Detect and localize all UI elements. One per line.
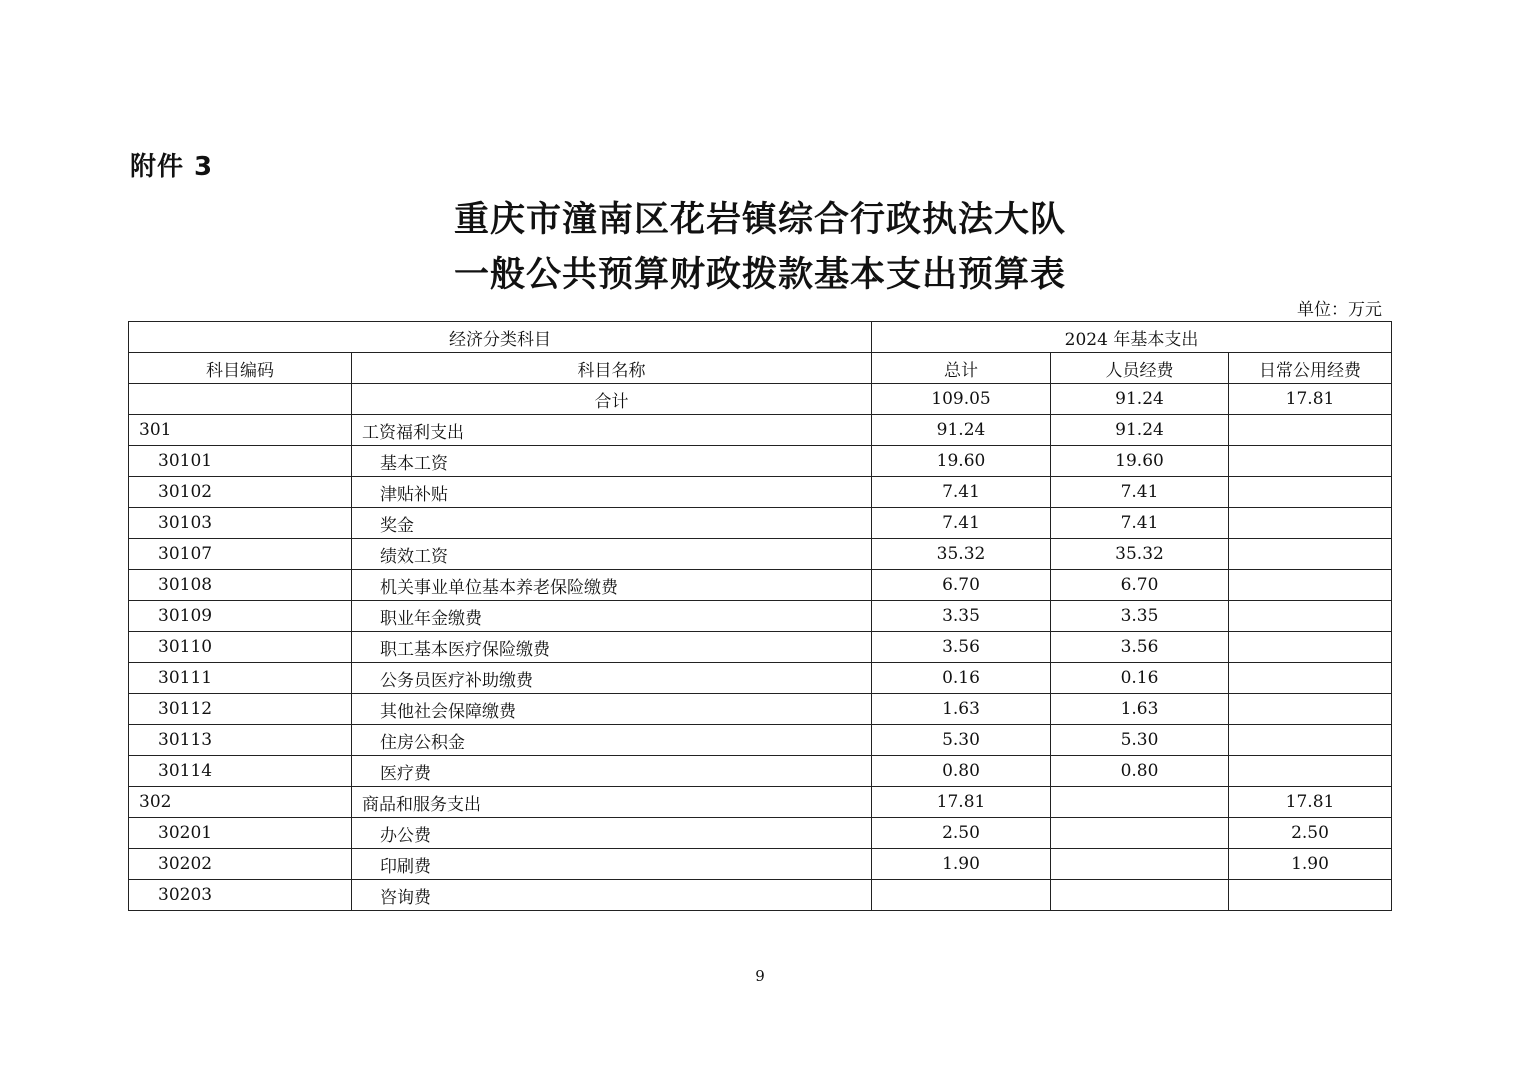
attachment-label: 附件 3 [130, 152, 214, 182]
cell-personnel: 35.32 [1051, 539, 1229, 570]
cell-name: 绩效工资 [352, 539, 872, 570]
total-row-code [129, 384, 352, 415]
cell-code: 302 [129, 787, 352, 818]
table-row [129, 756, 1392, 787]
cell-code: 30101 [129, 446, 352, 477]
cell-public: 17.81 [1229, 787, 1392, 818]
total-row-personnel: 91.24 [1051, 384, 1229, 415]
table-row [129, 849, 1392, 880]
document-title-line-2: 一般公共预算财政拨款基本支出预算表 [453, 254, 1066, 295]
cell-public [1229, 880, 1392, 911]
table-row [129, 632, 1392, 663]
cell-total: 91.24 [872, 415, 1051, 446]
unit-label: 单位：万元 [1297, 300, 1382, 320]
cell-code: 30108 [129, 570, 352, 601]
table-row [129, 787, 1392, 818]
cell-personnel: 1.63 [1051, 694, 1229, 725]
cell-total: 2.50 [872, 818, 1051, 849]
table-row [129, 570, 1392, 601]
cell-public [1229, 570, 1392, 601]
total-row-name: 合计 [352, 384, 872, 415]
table-row [129, 725, 1392, 756]
cell-code: 30112 [129, 694, 352, 725]
column-header-name: 科目名称 [352, 353, 872, 384]
cell-code: 30202 [129, 849, 352, 880]
column-header-personnel: 人员经费 [1051, 353, 1229, 384]
cell-total: 1.90 [872, 849, 1051, 880]
cell-total: 5.30 [872, 725, 1051, 756]
cell-name: 职业年金缴费 [352, 601, 872, 632]
cell-personnel: 19.60 [1051, 446, 1229, 477]
table-total-row [129, 384, 1392, 415]
cell-personnel [1051, 818, 1229, 849]
cell-public [1229, 477, 1392, 508]
cell-total: 1.63 [872, 694, 1051, 725]
cell-name: 公务员医疗补助缴费 [352, 663, 872, 694]
budget-table [128, 321, 1392, 911]
cell-personnel: 3.35 [1051, 601, 1229, 632]
cell-name: 住房公积金 [352, 725, 872, 756]
cell-personnel: 3.56 [1051, 632, 1229, 663]
group-header-basic-expenditure: 2024 年基本支出 [872, 322, 1392, 353]
cell-name: 津贴补贴 [352, 477, 872, 508]
cell-total: 19.60 [872, 446, 1051, 477]
table-row [129, 539, 1392, 570]
cell-total: 7.41 [872, 477, 1051, 508]
cell-personnel [1051, 880, 1229, 911]
cell-code: 30109 [129, 601, 352, 632]
cell-public [1229, 539, 1392, 570]
cell-name: 奖金 [352, 508, 872, 539]
cell-public [1229, 508, 1392, 539]
cell-total: 3.35 [872, 601, 1051, 632]
cell-name: 咨询费 [352, 880, 872, 911]
cell-public [1229, 601, 1392, 632]
cell-personnel [1051, 849, 1229, 880]
cell-personnel: 91.24 [1051, 415, 1229, 446]
table-row [129, 446, 1392, 477]
table-row [129, 818, 1392, 849]
cell-code: 301 [129, 415, 352, 446]
cell-name: 机关事业单位基本养老保险缴费 [352, 570, 872, 601]
cell-code: 30107 [129, 539, 352, 570]
table-row [129, 508, 1392, 539]
column-header-total: 总计 [872, 353, 1051, 384]
column-header-public: 日常公用经费 [1229, 353, 1392, 384]
table-row [129, 880, 1392, 911]
table-row [129, 477, 1392, 508]
cell-total: 3.56 [872, 632, 1051, 663]
cell-code: 30201 [129, 818, 352, 849]
cell-personnel: 0.16 [1051, 663, 1229, 694]
cell-name: 印刷费 [352, 849, 872, 880]
table-row [129, 663, 1392, 694]
cell-personnel: 7.41 [1051, 477, 1229, 508]
cell-personnel: 6.70 [1051, 570, 1229, 601]
cell-total: 0.80 [872, 756, 1051, 787]
cell-name: 工资福利支出 [352, 415, 872, 446]
cell-personnel: 5.30 [1051, 725, 1229, 756]
cell-name: 基本工资 [352, 446, 872, 477]
cell-personnel: 7.41 [1051, 508, 1229, 539]
cell-name: 职工基本医疗保险缴费 [352, 632, 872, 663]
cell-personnel [1051, 787, 1229, 818]
cell-personnel: 0.80 [1051, 756, 1229, 787]
cell-name: 医疗费 [352, 756, 872, 787]
table-column-header-row [129, 353, 1392, 384]
cell-code: 30111 [129, 663, 352, 694]
cell-total: 6.70 [872, 570, 1051, 601]
column-header-code: 科目编码 [129, 353, 352, 384]
cell-name: 其他社会保障缴费 [352, 694, 872, 725]
cell-public [1229, 446, 1392, 477]
cell-total [872, 880, 1051, 911]
cell-public [1229, 694, 1392, 725]
cell-public [1229, 415, 1392, 446]
cell-code: 30110 [129, 632, 352, 663]
cell-public [1229, 663, 1392, 694]
table-row [129, 415, 1392, 446]
cell-total: 35.32 [872, 539, 1051, 570]
cell-public [1229, 756, 1392, 787]
cell-code: 30203 [129, 880, 352, 911]
table-row [129, 694, 1392, 725]
cell-code: 30114 [129, 756, 352, 787]
group-header-economic-category: 经济分类科目 [129, 322, 872, 353]
page-number: 9 [755, 967, 765, 985]
cell-code: 30103 [129, 508, 352, 539]
cell-public [1229, 725, 1392, 756]
total-row-total: 109.05 [872, 384, 1051, 415]
table-group-header-row [129, 322, 1392, 353]
cell-code: 30102 [129, 477, 352, 508]
cell-public [1229, 632, 1392, 663]
cell-total: 0.16 [872, 663, 1051, 694]
cell-public: 2.50 [1229, 818, 1392, 849]
cell-name: 办公费 [352, 818, 872, 849]
cell-total: 7.41 [872, 508, 1051, 539]
cell-public: 1.90 [1229, 849, 1392, 880]
cell-name: 商品和服务支出 [352, 787, 872, 818]
document-title-line-1: 重庆市潼南区花岩镇综合行政执法大队 [453, 199, 1066, 240]
cell-total: 17.81 [872, 787, 1051, 818]
cell-code: 30113 [129, 725, 352, 756]
table-row [129, 601, 1392, 632]
total-row-public: 17.81 [1229, 384, 1392, 415]
